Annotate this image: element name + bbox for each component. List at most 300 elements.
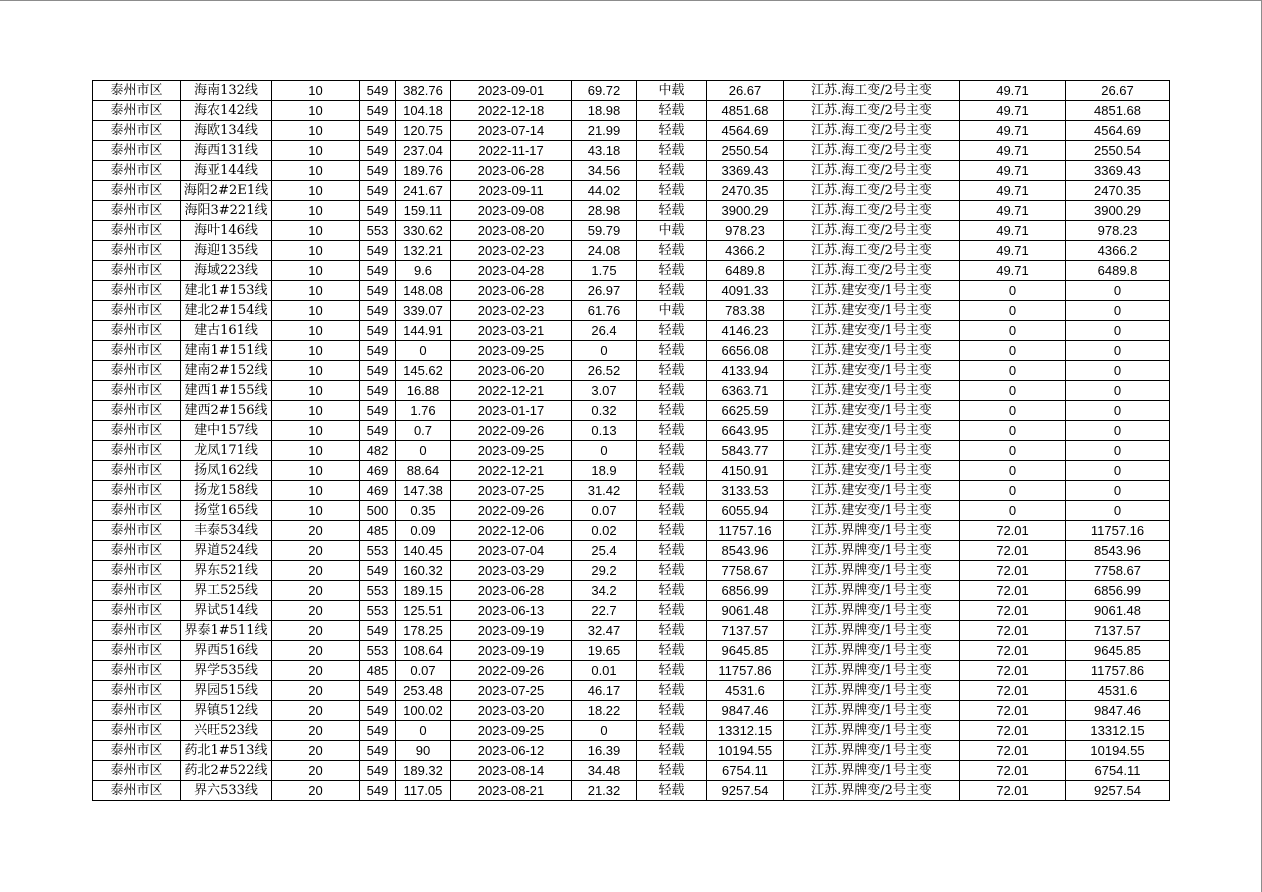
cell-load-rate: 59.79: [572, 221, 637, 241]
cell-capacity: 549: [360, 141, 396, 161]
cell-transformer: 江苏.建安变/1号主变: [784, 301, 960, 321]
cell-region: 泰州市区: [93, 81, 181, 101]
cell-line-name: 建西2#156线: [181, 401, 272, 421]
cell-date: 2023-02-23: [451, 301, 572, 321]
table-row: [93, 581, 1170, 601]
cell-current: 144.91: [396, 321, 451, 341]
cell-transformer-rate: 72.01: [960, 521, 1066, 541]
cell-date: 2023-07-25: [451, 481, 572, 501]
cell-region: 泰州市区: [93, 141, 181, 161]
cell-current: 1.76: [396, 401, 451, 421]
cell-current: 0.35: [396, 501, 451, 521]
cell-transformer-rate: 72.01: [960, 621, 1066, 641]
cell-current: 145.62: [396, 361, 451, 381]
cell-margin: 7137.57: [707, 621, 784, 641]
cell-transformer: 江苏.海工变/2号主变: [784, 221, 960, 241]
cell-load-status: 轻载: [637, 441, 707, 461]
cell-margin: 6625.59: [707, 401, 784, 421]
cell-voltage: 20: [272, 701, 360, 721]
table-row: [93, 601, 1170, 621]
cell-capacity: 549: [360, 121, 396, 141]
cell-load-rate: 0.13: [572, 421, 637, 441]
cell-capacity: 549: [360, 421, 396, 441]
cell-transformer-rate: 49.71: [960, 181, 1066, 201]
cell-capacity: 549: [360, 181, 396, 201]
cell-load-rate: 18.98: [572, 101, 637, 121]
cell-transformer: 江苏.建安变/1号主变: [784, 461, 960, 481]
cell-load-status: 轻载: [637, 421, 707, 441]
cell-transformer: 江苏.界牌变/1号主变: [784, 741, 960, 761]
cell-voltage: 20: [272, 541, 360, 561]
cell-transformer: 江苏.界牌变/1号主变: [784, 721, 960, 741]
cell-transformer: 江苏.海工变/2号主变: [784, 121, 960, 141]
cell-load-status: 轻载: [637, 581, 707, 601]
cell-value: 978.23: [1066, 221, 1170, 241]
cell-current: 382.76: [396, 81, 451, 101]
cell-transformer-rate: 49.71: [960, 201, 1066, 221]
cell-load-status: 轻载: [637, 141, 707, 161]
cell-capacity: 549: [360, 341, 396, 361]
cell-date: 2023-09-19: [451, 621, 572, 641]
cell-load-status: 轻载: [637, 721, 707, 741]
table-row: [93, 281, 1170, 301]
cell-load-status: 轻载: [637, 521, 707, 541]
table-row: [93, 761, 1170, 781]
cell-line-name: 建南1#151线: [181, 341, 272, 361]
cell-region: 泰州市区: [93, 321, 181, 341]
cell-load-rate: 0: [572, 341, 637, 361]
cell-transformer: 江苏.建安变/1号主变: [784, 481, 960, 501]
cell-voltage: 10: [272, 181, 360, 201]
cell-value: 11757.86: [1066, 661, 1170, 681]
cell-voltage: 20: [272, 721, 360, 741]
cell-transformer-rate: 49.71: [960, 261, 1066, 281]
cell-margin: 4146.23: [707, 321, 784, 341]
cell-line-name: 界学535线: [181, 661, 272, 681]
table-row: [93, 641, 1170, 661]
cell-margin: 6363.71: [707, 381, 784, 401]
cell-line-name: 界工525线: [181, 581, 272, 601]
cell-transformer: 江苏.建安变/1号主变: [784, 441, 960, 461]
cell-value: 9847.46: [1066, 701, 1170, 721]
cell-margin: 9257.54: [707, 781, 784, 801]
cell-region: 泰州市区: [93, 281, 181, 301]
cell-transformer-rate: 49.71: [960, 241, 1066, 261]
cell-load-rate: 0.01: [572, 661, 637, 681]
cell-voltage: 20: [272, 741, 360, 761]
cell-transformer-rate: 72.01: [960, 661, 1066, 681]
cell-region: 泰州市区: [93, 761, 181, 781]
cell-voltage: 10: [272, 461, 360, 481]
cell-date: 2023-07-14: [451, 121, 572, 141]
cell-load-status: 轻载: [637, 541, 707, 561]
cell-load-rate: 69.72: [572, 81, 637, 101]
cell-line-name: 界镇512线: [181, 701, 272, 721]
cell-load-status: 轻载: [637, 661, 707, 681]
cell-voltage: 10: [272, 201, 360, 221]
cell-date: 2022-11-17: [451, 141, 572, 161]
cell-line-name: 海迎135线: [181, 241, 272, 261]
cell-capacity: 549: [360, 561, 396, 581]
cell-load-status: 中载: [637, 301, 707, 321]
cell-margin: 3369.43: [707, 161, 784, 181]
cell-margin: 26.67: [707, 81, 784, 101]
cell-line-name: 海西131线: [181, 141, 272, 161]
cell-voltage: 10: [272, 121, 360, 141]
cell-load-rate: 28.98: [572, 201, 637, 221]
cell-capacity: 549: [360, 281, 396, 301]
cell-voltage: 20: [272, 641, 360, 661]
cell-date: 2023-06-28: [451, 281, 572, 301]
cell-transformer-rate: 72.01: [960, 581, 1066, 601]
cell-current: 132.21: [396, 241, 451, 261]
cell-current: 0.7: [396, 421, 451, 441]
cell-current: 90: [396, 741, 451, 761]
cell-value: 8543.96: [1066, 541, 1170, 561]
cell-current: 241.67: [396, 181, 451, 201]
cell-transformer: 江苏.界牌变/1号主变: [784, 621, 960, 641]
cell-load-rate: 25.4: [572, 541, 637, 561]
cell-load-rate: 19.65: [572, 641, 637, 661]
cell-voltage: 20: [272, 581, 360, 601]
cell-transformer: 江苏.海工变/2号主变: [784, 241, 960, 261]
cell-date: 2023-02-23: [451, 241, 572, 261]
cell-region: 泰州市区: [93, 261, 181, 281]
cell-date: 2023-07-25: [451, 681, 572, 701]
cell-value: 6856.99: [1066, 581, 1170, 601]
cell-transformer: 江苏.海工变/2号主变: [784, 161, 960, 181]
table-row: [93, 421, 1170, 441]
cell-capacity: 549: [360, 401, 396, 421]
cell-margin: 9847.46: [707, 701, 784, 721]
cell-voltage: 10: [272, 301, 360, 321]
table-row: [93, 561, 1170, 581]
cell-load-rate: 34.48: [572, 761, 637, 781]
cell-voltage: 20: [272, 661, 360, 681]
cell-load-status: 轻载: [637, 341, 707, 361]
table-row: [93, 681, 1170, 701]
cell-value: 9061.48: [1066, 601, 1170, 621]
cell-load-rate: 0.07: [572, 501, 637, 521]
cell-value: 7137.57: [1066, 621, 1170, 641]
cell-value: 3369.43: [1066, 161, 1170, 181]
cell-line-name: 界园515线: [181, 681, 272, 701]
cell-region: 泰州市区: [93, 581, 181, 601]
cell-line-name: 建南2#152线: [181, 361, 272, 381]
cell-line-name: 药北1#513线: [181, 741, 272, 761]
cell-load-status: 轻载: [637, 201, 707, 221]
cell-value: 4564.69: [1066, 121, 1170, 141]
table-row: [93, 741, 1170, 761]
cell-load-rate: 26.52: [572, 361, 637, 381]
cell-date: 2023-09-25: [451, 341, 572, 361]
cell-load-rate: 43.18: [572, 141, 637, 161]
cell-value: 3900.29: [1066, 201, 1170, 221]
table-row: [93, 721, 1170, 741]
cell-transformer-rate: 0: [960, 441, 1066, 461]
cell-transformer: 江苏.建安变/1号主变: [784, 281, 960, 301]
cell-current: 120.75: [396, 121, 451, 141]
cell-margin: 6489.8: [707, 261, 784, 281]
cell-transformer-rate: 72.01: [960, 541, 1066, 561]
cell-load-status: 轻载: [637, 101, 707, 121]
cell-capacity: 549: [360, 621, 396, 641]
cell-line-name: 扬堂165线: [181, 501, 272, 521]
cell-transformer: 江苏.界牌变/1号主变: [784, 681, 960, 701]
cell-transformer: 江苏.界牌变/2号主变: [784, 781, 960, 801]
cell-line-name: 海农142线: [181, 101, 272, 121]
cell-line-name: 建中157线: [181, 421, 272, 441]
cell-current: 189.15: [396, 581, 451, 601]
table-row: [93, 461, 1170, 481]
cell-load-status: 中载: [637, 81, 707, 101]
cell-margin: 4150.91: [707, 461, 784, 481]
cell-date: 2023-09-08: [451, 201, 572, 221]
cell-region: 泰州市区: [93, 681, 181, 701]
cell-load-rate: 29.2: [572, 561, 637, 581]
cell-current: 189.32: [396, 761, 451, 781]
cell-value: 2550.54: [1066, 141, 1170, 161]
cell-line-name: 药北2#522线: [181, 761, 272, 781]
cell-load-rate: 21.32: [572, 781, 637, 801]
cell-capacity: 553: [360, 581, 396, 601]
cell-capacity: 549: [360, 781, 396, 801]
cell-voltage: 10: [272, 381, 360, 401]
cell-voltage: 10: [272, 101, 360, 121]
cell-value: 13312.15: [1066, 721, 1170, 741]
cell-line-name: 扬凤162线: [181, 461, 272, 481]
cell-load-rate: 3.07: [572, 381, 637, 401]
cell-region: 泰州市区: [93, 601, 181, 621]
cell-capacity: 549: [360, 761, 396, 781]
cell-capacity: 549: [360, 321, 396, 341]
cell-region: 泰州市区: [93, 701, 181, 721]
cell-transformer-rate: 49.71: [960, 221, 1066, 241]
cell-transformer-rate: 72.01: [960, 741, 1066, 761]
cell-voltage: 10: [272, 261, 360, 281]
cell-region: 泰州市区: [93, 121, 181, 141]
cell-transformer-rate: 0: [960, 461, 1066, 481]
cell-capacity: 485: [360, 661, 396, 681]
cell-line-name: 海域223线: [181, 261, 272, 281]
cell-transformer: 江苏.海工变/2号主变: [784, 261, 960, 281]
cell-transformer-rate: 72.01: [960, 721, 1066, 741]
cell-capacity: 549: [360, 241, 396, 261]
table-row: [93, 221, 1170, 241]
cell-transformer-rate: 49.71: [960, 141, 1066, 161]
cell-capacity: 549: [360, 101, 396, 121]
cell-capacity: 553: [360, 221, 396, 241]
cell-load-status: 轻载: [637, 741, 707, 761]
cell-transformer-rate: 0: [960, 501, 1066, 521]
cell-margin: 9061.48: [707, 601, 784, 621]
cell-transformer: 江苏.界牌变/1号主变: [784, 701, 960, 721]
cell-line-name: 龙凤171线: [181, 441, 272, 461]
table-row: [93, 401, 1170, 421]
cell-date: 2023-09-25: [451, 721, 572, 741]
cell-current: 88.64: [396, 461, 451, 481]
cell-line-name: 建古161线: [181, 321, 272, 341]
cell-margin: 4133.94: [707, 361, 784, 381]
cell-transformer: 江苏.界牌变/1号主变: [784, 541, 960, 561]
cell-transformer: 江苏.建安变/1号主变: [784, 381, 960, 401]
cell-current: 9.6: [396, 261, 451, 281]
cell-margin: 4091.33: [707, 281, 784, 301]
table-row: [93, 161, 1170, 181]
cell-date: 2023-03-20: [451, 701, 572, 721]
cell-current: 189.76: [396, 161, 451, 181]
table-row: [93, 781, 1170, 801]
cell-region: 泰州市区: [93, 181, 181, 201]
cell-transformer-rate: 72.01: [960, 601, 1066, 621]
cell-line-name: 海阳3#221线: [181, 201, 272, 221]
cell-load-rate: 44.02: [572, 181, 637, 201]
cell-line-name: 界道524线: [181, 541, 272, 561]
cell-transformer-rate: 0: [960, 341, 1066, 361]
cell-region: 泰州市区: [93, 661, 181, 681]
cell-current: 159.11: [396, 201, 451, 221]
cell-load-status: 轻载: [637, 701, 707, 721]
cell-load-status: 轻载: [637, 281, 707, 301]
cell-current: 160.32: [396, 561, 451, 581]
cell-transformer: 江苏.海工变/2号主变: [784, 141, 960, 161]
table-row: [93, 361, 1170, 381]
cell-load-rate: 31.42: [572, 481, 637, 501]
cell-line-name: 海叶146线: [181, 221, 272, 241]
cell-voltage: 10: [272, 321, 360, 341]
cell-capacity: 549: [360, 161, 396, 181]
cell-load-rate: 61.76: [572, 301, 637, 321]
cell-value: 6489.8: [1066, 261, 1170, 281]
cell-load-status: 轻载: [637, 561, 707, 581]
page-edge-top: [0, 0, 1262, 1]
cell-date: 2022-12-18: [451, 101, 572, 121]
cell-capacity: 549: [360, 261, 396, 281]
cell-value: 0: [1066, 321, 1170, 341]
table-row: [93, 521, 1170, 541]
cell-value: 2470.35: [1066, 181, 1170, 201]
cell-transformer: 江苏.界牌变/1号主变: [784, 761, 960, 781]
cell-current: 237.04: [396, 141, 451, 161]
table-row: [93, 541, 1170, 561]
cell-transformer: 江苏.界牌变/1号主变: [784, 521, 960, 541]
cell-region: 泰州市区: [93, 201, 181, 221]
cell-load-rate: 34.2: [572, 581, 637, 601]
cell-transformer-rate: 49.71: [960, 121, 1066, 141]
cell-margin: 13312.15: [707, 721, 784, 741]
cell-transformer: 江苏.界牌变/1号主变: [784, 601, 960, 621]
cell-voltage: 20: [272, 621, 360, 641]
cell-capacity: 500: [360, 501, 396, 521]
cell-transformer-rate: 0: [960, 481, 1066, 501]
cell-voltage: 10: [272, 501, 360, 521]
cell-load-status: 轻载: [637, 261, 707, 281]
cell-line-name: 界东521线: [181, 561, 272, 581]
cell-voltage: 20: [272, 561, 360, 581]
cell-value: 0: [1066, 501, 1170, 521]
cell-load-rate: 0: [572, 441, 637, 461]
cell-load-status: 轻载: [637, 181, 707, 201]
cell-load-rate: 16.39: [572, 741, 637, 761]
cell-capacity: 553: [360, 601, 396, 621]
cell-load-status: 轻载: [637, 321, 707, 341]
cell-capacity: 549: [360, 741, 396, 761]
cell-region: 泰州市区: [93, 481, 181, 501]
cell-load-rate: 26.4: [572, 321, 637, 341]
cell-capacity: 549: [360, 381, 396, 401]
cell-region: 泰州市区: [93, 541, 181, 561]
cell-date: 2023-09-11: [451, 181, 572, 201]
cell-transformer-rate: 0: [960, 301, 1066, 321]
cell-voltage: 10: [272, 421, 360, 441]
cell-transformer: 江苏.建安变/1号主变: [784, 401, 960, 421]
cell-voltage: 10: [272, 81, 360, 101]
cell-date: 2023-08-20: [451, 221, 572, 241]
cell-margin: 783.38: [707, 301, 784, 321]
cell-region: 泰州市区: [93, 221, 181, 241]
cell-value: 0: [1066, 381, 1170, 401]
cell-transformer-rate: 0: [960, 381, 1066, 401]
cell-value: 11757.16: [1066, 521, 1170, 541]
cell-margin: 6754.11: [707, 761, 784, 781]
cell-value: 7758.67: [1066, 561, 1170, 581]
cell-date: 2023-09-01: [451, 81, 572, 101]
cell-value: 9645.85: [1066, 641, 1170, 661]
cell-current: 16.88: [396, 381, 451, 401]
cell-transformer: 江苏.建安变/1号主变: [784, 421, 960, 441]
cell-current: 117.05: [396, 781, 451, 801]
cell-margin: 11757.16: [707, 521, 784, 541]
cell-current: 0.07: [396, 661, 451, 681]
cell-capacity: 549: [360, 681, 396, 701]
cell-current: 140.45: [396, 541, 451, 561]
cell-line-name: 海阳2#2E1线: [181, 181, 272, 201]
cell-region: 泰州市区: [93, 301, 181, 321]
cell-transformer-rate: 0: [960, 321, 1066, 341]
cell-load-status: 轻载: [637, 621, 707, 641]
cell-date: 2023-06-13: [451, 601, 572, 621]
cell-load-status: 轻载: [637, 501, 707, 521]
cell-capacity: 469: [360, 481, 396, 501]
cell-transformer: 江苏.海工变/2号主变: [784, 181, 960, 201]
table-row: [93, 261, 1170, 281]
cell-margin: 4851.68: [707, 101, 784, 121]
cell-current: 148.08: [396, 281, 451, 301]
cell-load-status: 轻载: [637, 241, 707, 261]
cell-value: 0: [1066, 341, 1170, 361]
cell-load-rate: 22.7: [572, 601, 637, 621]
cell-capacity: 549: [360, 201, 396, 221]
cell-voltage: 20: [272, 601, 360, 621]
cell-margin: 4366.2: [707, 241, 784, 261]
cell-capacity: 553: [360, 641, 396, 661]
cell-transformer: 江苏.海工变/2号主变: [784, 81, 960, 101]
cell-date: 2023-06-12: [451, 741, 572, 761]
cell-line-name: 海南132线: [181, 81, 272, 101]
cell-date: 2023-07-04: [451, 541, 572, 561]
cell-voltage: 20: [272, 761, 360, 781]
cell-capacity: 482: [360, 441, 396, 461]
cell-load-status: 轻载: [637, 781, 707, 801]
cell-transformer-rate: 72.01: [960, 761, 1066, 781]
cell-margin: 978.23: [707, 221, 784, 241]
table-row: [93, 381, 1170, 401]
cell-line-name: 海亚144线: [181, 161, 272, 181]
table-row: [93, 341, 1170, 361]
cell-margin: 2470.35: [707, 181, 784, 201]
cell-date: 2022-12-21: [451, 461, 572, 481]
cell-transformer: 江苏.界牌变/1号主变: [784, 561, 960, 581]
